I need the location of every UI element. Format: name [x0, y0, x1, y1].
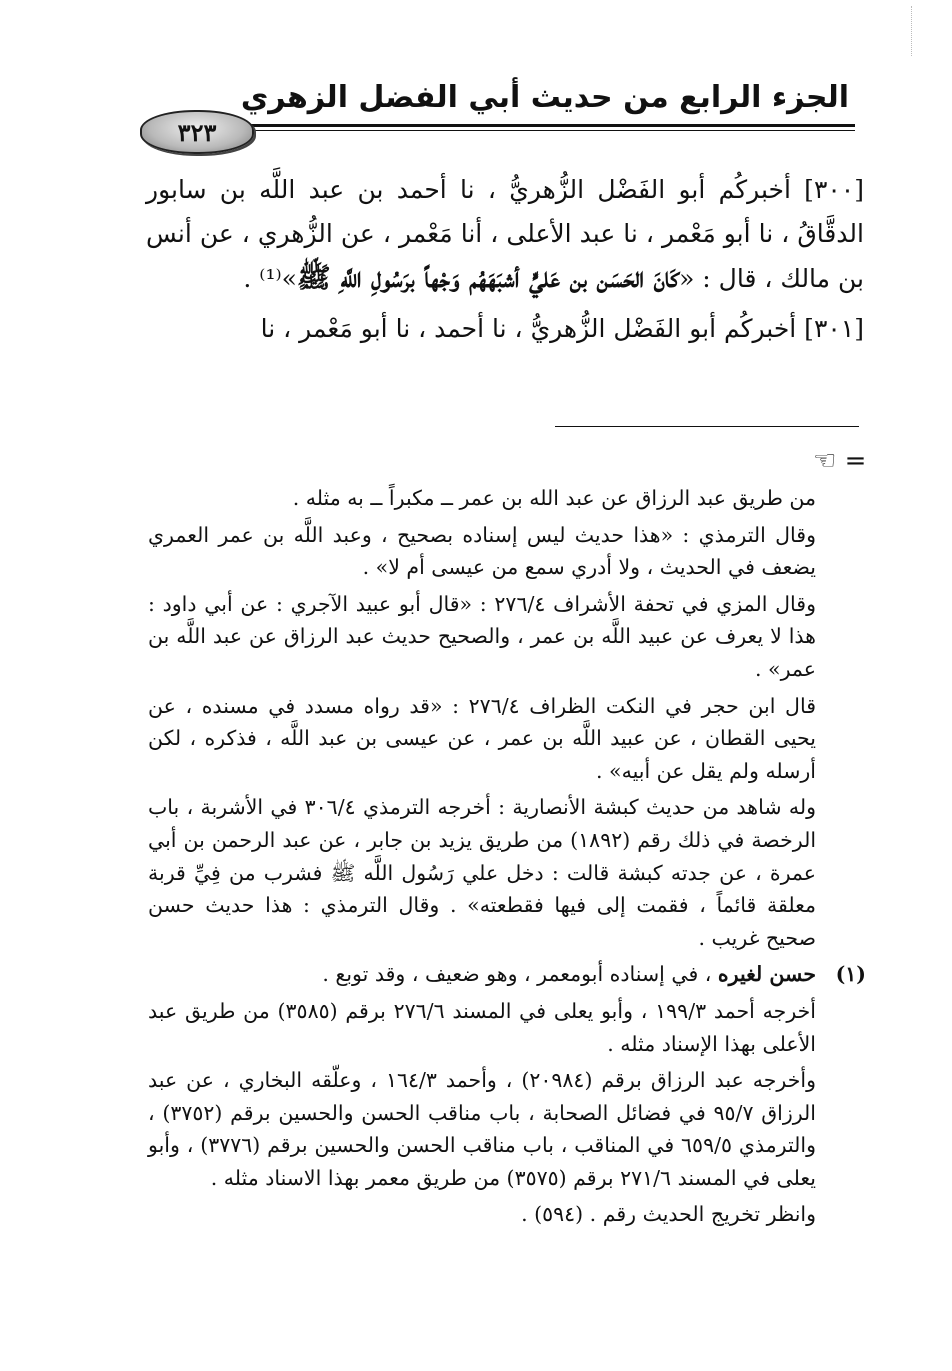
hadith-301: [٣٠١] أخبركُم أبو الفَضْل الزُّهريُّ ، نا أحمد ، نا أبو مَعْمر ، نا [260, 314, 864, 343]
hadith-300 [146, 168, 864, 301]
footnote-1 [148, 958, 866, 1231]
page-header [140, 78, 855, 147]
note-line: وقال المزي في تحفة الأشراف ٢٧٦/٤ : «قال أبو عبيد الآجري : عن أبي داود : هذا لا يعرف عن عبيد اللَّه بن عمر ، والصحيح حديث عبد الرزاق عن عبد اللَّه بن عمر» . [148, 591, 816, 681]
footnote-1-grade-bold: حسن لغيره [717, 962, 816, 987]
footnote-number: (١) [835, 962, 866, 987]
footnote-rule [555, 426, 859, 427]
main-text [146, 168, 864, 357]
note-line: وله شاهد من حديث كبشة الأنصارية : أخرجه الترمذي ٣٠٦/٤ في الأشربة ، باب الرخصة في ذلك رقم (١٨٩٢) من طريق يزيد بن جابر ، عن عبد الرحمن بن أبي عمرة ، عن جدته كبشة قالت : دخل علي رَسُول اللَّه ﷺ فشرب من فِيِّ قربة معلقة قائماً ، فقمت إلى فيها فقطعته» . وقال الترمذي : هذا حديث حسن صحيح غريب . [148, 795, 817, 950]
hadith-300-isnad: [٣٠٠] أخبركُم أبو الفَضْل الزُّهريُّ ، نا أحمد بن عبد اللَّه بن سابور الدقَّاقُ ، نا أبو مَعْمر ، نا عبد الأعلى ، أنا مَعْمر ، عن الزُّهري ، عن أنس بن مالك ، قال : « [146, 175, 864, 293]
footnotes [148, 482, 866, 1235]
footnote-1-grade [148, 958, 816, 991]
note-line: وقال الترمذي : «هذا حديث ليس إسناده بصحيح ، وعبد اللَّه بن عمر العمري يضعف في الحديث ، ولا أدري سمع من عيسى أم لا» . [148, 522, 816, 580]
hadith-300-matn: كَانَ الحَسَن بن عَليٍّ أشبَهَهُم وَجْهاً برَسُولِ اللَّهِ ﷺ [296, 261, 680, 294]
footnote-1-grade-text: ، في إسناده أبومعمر ، وهو ضعيف ، وقد توبع . [322, 962, 712, 987]
note-line: وانظر تخريج الحديث رقم . (٥٩٤) . [521, 1202, 816, 1227]
note-line: قال ابن حجر في النكت الظراف ٢٧٦/٤ : «قد رواه مسدد في مسنده ، عن يحيى القطان ، عن عبيد اللَّه بن عمر ، عن عيسى بن عبد اللَّه ، فذكره ، لكن أرسله ولم يقل عن أبيه» . [148, 693, 816, 783]
header-rule [235, 124, 855, 127]
page-number-badge [140, 110, 254, 154]
note-line: وأخرجه عبد الرزاق برقم (٢٠٩٨٤) ، وأحمد ١٦٤/٣ ، وعلّقه البخاري ، عن عبد الرزاق ٩٥/٧ في فضائل الصحابة ، باب مناقب الحسن والحسين برقم (٣٧٥٢) ، والترمذي ٦٥٩/٥ في المناقب ، باب مناقب الحسن والحسين برقم (٣٧٧٦) ، وأبو يعلى في المسند ٢٧١/٦ برقم (٣٥٧٥) من طريق معمر بهذا الاسناد مثله . [148, 1068, 816, 1190]
continuation-mark: = ☜ [813, 446, 867, 476]
page-number: ٣٢٣ [177, 117, 217, 147]
note-line: أخرجه أحمد ١٩٩/٣ ، وأبو يعلى في المسند ٢٧٦/٦ برقم (٣٥٨٥) من طريق عبد الأعلى بهذا الإسناد مثله . [148, 998, 816, 1056]
note-line: من طريق عبد الرزاق عن عبد الله بن عمر ــ مكبراً ــ به مثله . [292, 486, 816, 510]
margin-decoration [911, 6, 942, 56]
running-title: الجزء الرابع من حديث أبي الفضل الزهري [240, 80, 849, 115]
hadith-300-end: »⁽¹⁾ . [243, 264, 297, 293]
header-rule-thin [235, 130, 855, 131]
